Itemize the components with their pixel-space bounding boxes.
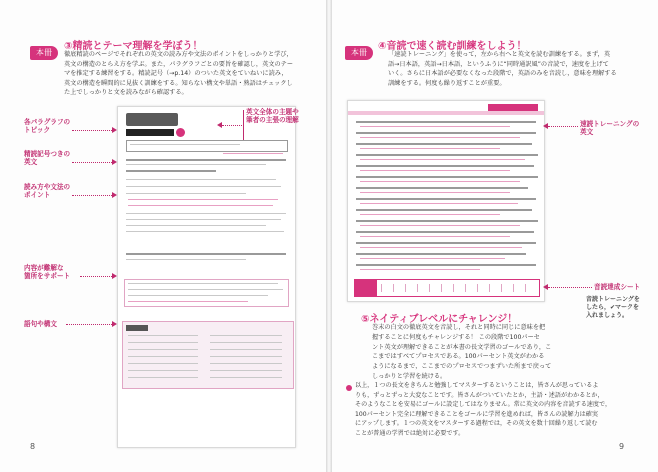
left-body-line: た上でしっかりと文を読みながら確認する。 [64, 89, 188, 97]
section-tag-right: 本冊 [345, 46, 373, 60]
thumb-vocab-header [126, 325, 148, 331]
book-gutter [326, 0, 332, 472]
thumb-header-block [126, 113, 178, 126]
thumb-topic-box [126, 140, 288, 152]
callout-reading-points: 読み方や文法の ポイント [24, 183, 71, 200]
callout-check-sheet: 音読達成シート [594, 283, 641, 291]
thumb-vocab-box [122, 321, 294, 389]
page-number-left: 8 [30, 442, 36, 451]
textbook-thumbnail-left [117, 106, 296, 448]
right-body2-text: 巻末の白文の徹底英文を音読し，それと同時に同じに意味を把 握することに何度もチャレンジする！ この段階で100パーセ ント英文が理解できることが本書の長文学習のゴールであり，こ こまではすべてプロセスである。100パーセント英文がわかる ようになるまで，ここまでのプロセスでつまずいた所まで戻って しっかりと学習を続ける。 [372, 324, 552, 380]
page-number-right: 9 [619, 442, 625, 451]
textbook-thumbnail-right [347, 100, 545, 302]
section-tag-left: 本冊 [30, 46, 58, 60]
thumb-unit-header [488, 104, 538, 111]
callout-difficult-support: 内容が難解な 箇所をサポート [24, 264, 71, 281]
callout-speed-reading: 速読トレーニングの 英文 [580, 120, 640, 137]
right-body-line: いく。さらに日本語が必要なくなった段階で，英語のみを音読し，意味を理解する [388, 70, 617, 78]
callout-main-theme: 英文全体の主題や 筆者の主張の理解 [246, 108, 299, 125]
callout-vocab-structure: 語句や構文 [24, 320, 57, 328]
checksheet-caption: 音読トレーニングを したら，✔マークを 入れましょう。 [586, 296, 640, 320]
left-section-title: ③精読とテーマ理解を学ぼう！ [64, 41, 203, 52]
right-body-line: 訓練をする。何度も繰り返すことが重要。 [388, 79, 506, 87]
right-section2-title: ⑤ネイティブレベルにチャレンジ！ [361, 314, 518, 325]
thumb-paragraph-number [176, 128, 185, 137]
callout-paragraph-topic: 各パラグラフの トピック [24, 118, 71, 135]
note-bullet-icon [346, 385, 352, 391]
thumb-check-sheet [354, 279, 540, 297]
right-body-line: 語→日本語，英語→日本語，というふうに“同時通訳風”の音読で，速度を上げて [388, 60, 609, 68]
left-body-text [64, 50, 318, 98]
right-section-title: ④音読で速く読む訓練をしよう！ [378, 41, 527, 52]
thumb-paragraph-label [126, 129, 174, 136]
left-body-line: 徹底精読のページでそれぞれの英文の読み方や文法のポイントをしっかりと学び， [64, 51, 293, 58]
right-body-text [388, 50, 643, 88]
summary-note: 以上，１つの長文をきちんと勉強してマスターするということは，皆さんが思っているよ りも，ずっとずっと大変なことです。皆さんがついていたとか，主語・述語がわかるとか， そのようなことを安易にゴールに設定してはなりません。常に英文の内容を音読する速度で， 100パーセント完全に理解できることをゴールに学習を進めれば，皆さんの読解力は確実 にアップします。１つの英文をマスターする過程では，その英文を数十回繰り返して読む ことが普通の学習では絶対に必要です。 [355, 382, 612, 437]
left-body-line: 英文の構造のとらえ方を学ぶ。また，パラグラフごとの要旨を確認し，英文のテー [64, 60, 294, 68]
callout-marked-sentences: 精読記号つきの 英文 [24, 150, 71, 167]
right-body-line: 「速読トレーニング」を使って，左から右へと英文を読む訓練をする。まず，英 [388, 51, 611, 58]
left-body-line: マを推定する練習をする。精読記号（→p.14）のついた英文をていねいに読み， [64, 70, 288, 78]
left-body-line: 英文の構造を瞬間的に見抜く訓練をする。知らない構文や単語・熟語はチェックし [64, 79, 293, 87]
